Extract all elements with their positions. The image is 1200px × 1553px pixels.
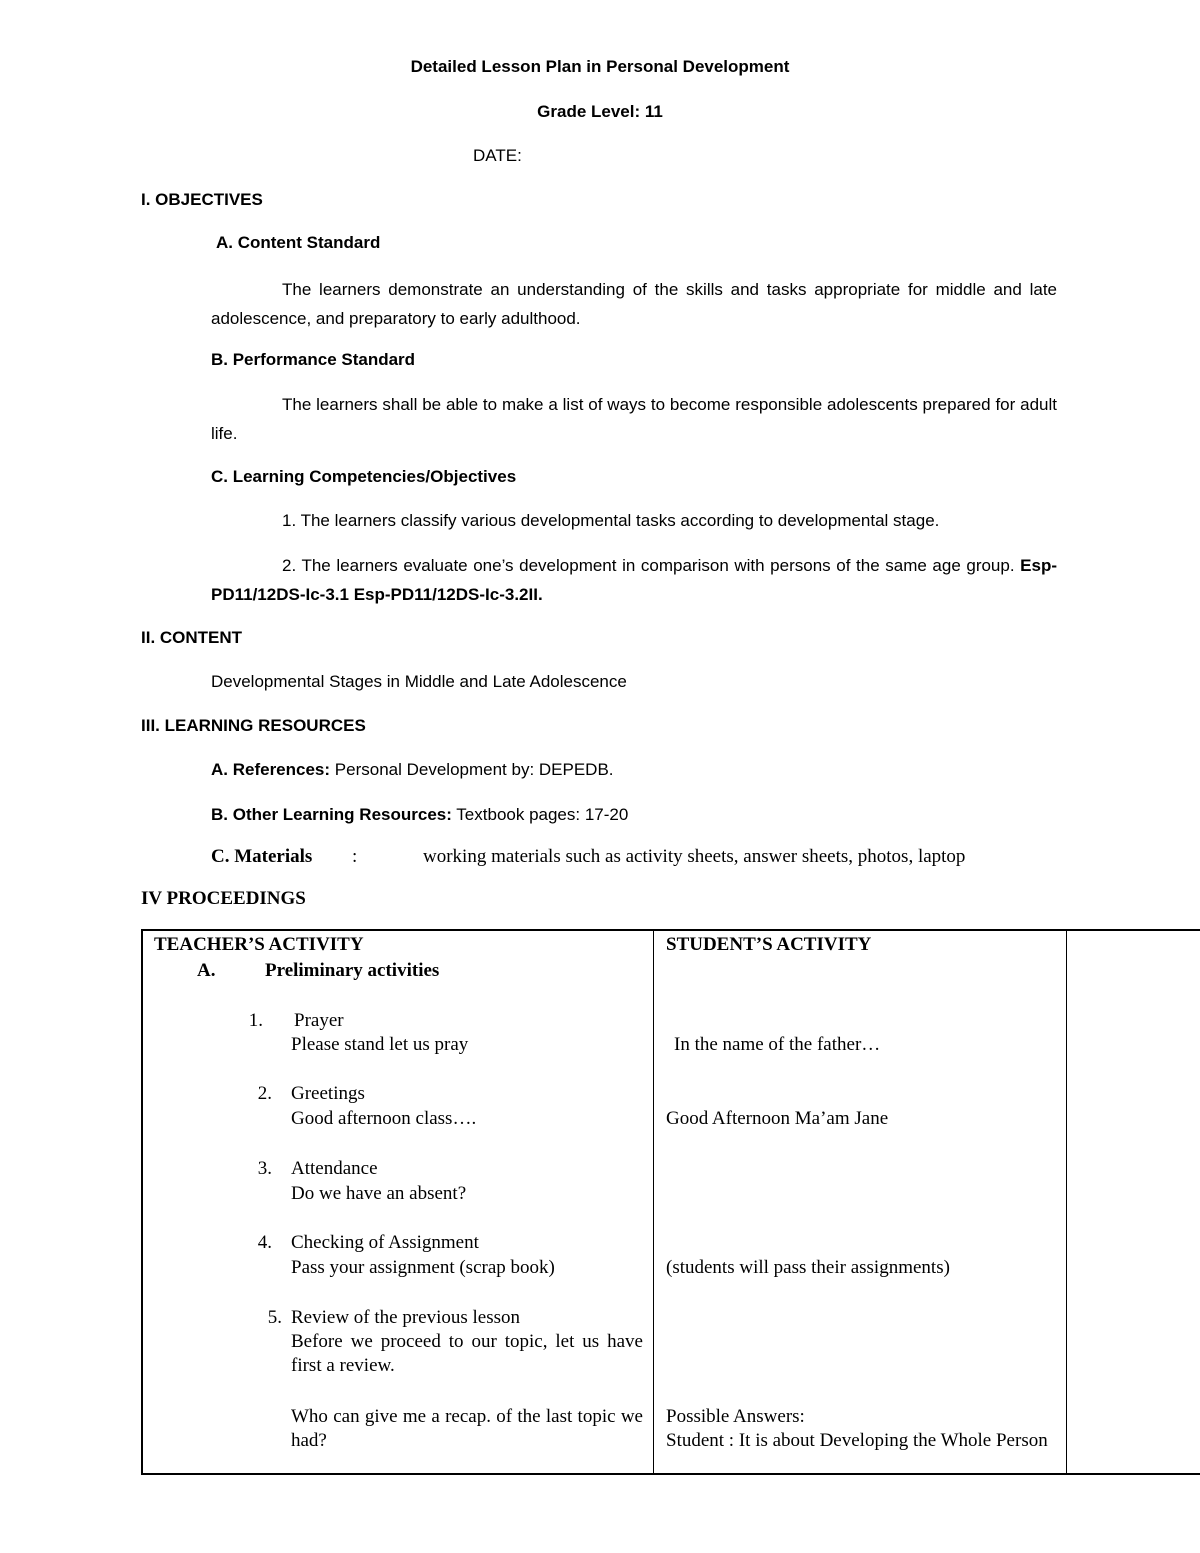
content-text: Developmental Stages in Middle and Late Adolescence [211, 672, 627, 691]
references-line [211, 760, 614, 780]
column-divider [1066, 931, 1067, 1473]
item-number: 1. [248, 1010, 263, 1031]
performance-standard-heading: B. Performance Standard [211, 350, 416, 369]
document-title: Detailed Lesson Plan in Personal Development [410, 57, 790, 76]
competency-codes: Esp-PD11/12DS-Ic-3.1 Esp-PD11/12DS-Ic-3.2II. [211, 556, 1057, 604]
references-label: A. References: [211, 760, 331, 779]
item-title: Attendance [291, 1158, 378, 1179]
item-number: 4. [257, 1232, 272, 1253]
teacher-line: Please stand let us pray [291, 1034, 469, 1055]
item-number: 2. [257, 1083, 272, 1104]
date-label: DATE: [473, 146, 522, 165]
content-heading: II. CONTENT [141, 628, 243, 647]
materials-value: working materials such as activity sheets, answer sheets, photos, laptop [423, 846, 966, 867]
student-line: In the name of the father… [674, 1034, 881, 1055]
item-title: Prayer [294, 1010, 344, 1031]
student-line: (students will pass their assignments) [666, 1257, 950, 1278]
teacher-line: Pass your assignment (scrap book) [291, 1257, 555, 1278]
objectives-heading: I. OBJECTIVES [141, 190, 263, 209]
recap-question: Who can give me a recap. of the last topic we had? [291, 1406, 643, 1451]
proceedings-table [141, 929, 1200, 1475]
teacher-line: Before we proceed to our topic, let us have first a review. [291, 1331, 643, 1376]
teacher-line: Good afternoon class…. [291, 1108, 477, 1129]
competency-item-2-text: 2. The learners evaluate one’s development in comparison with persons of the same age group. [282, 556, 1021, 575]
teacher-activity-header: TEACHER’S ACTIVITY [154, 934, 364, 955]
competency-item-2 [211, 551, 1057, 609]
item-title: Review of the previous lesson [291, 1307, 521, 1328]
references-value: Personal Development by: DEPEDB. [330, 760, 614, 779]
item-title: Checking of Assignment [291, 1232, 479, 1253]
student-activity-header: STUDENT’S ACTIVITY [666, 934, 872, 955]
other-resources-line [211, 805, 628, 825]
item-title: Greetings [291, 1083, 365, 1104]
materials-label: C. Materials [211, 846, 313, 867]
section-title: Preliminary activities [265, 960, 440, 981]
learning-resources-heading: III. LEARNING RESOURCES [141, 716, 366, 735]
student-answer: Student : It is about Developing the Whole Person [666, 1430, 1048, 1451]
performance-standard-text: The learners shall be able to make a list of ways to become responsible adolescents prepared for adult life. [211, 395, 1057, 443]
content-standard-heading: A. Content Standard [216, 233, 381, 252]
item-number: 3. [257, 1158, 272, 1179]
possible-answers-label: Possible Answers: [666, 1406, 805, 1427]
student-line: Good Afternoon Ma’am Jane [666, 1108, 889, 1129]
competencies-heading: C. Learning Competencies/Objectives [211, 467, 517, 486]
content-standard-text: The learners demonstrate an understanding of the skills and tasks appropriate for middle and late adolescence, and preparatory to early adulthood. [211, 280, 1057, 328]
materials-colon: : [352, 846, 358, 867]
teacher-line: Do we have an absent? [291, 1183, 467, 1204]
other-resources-value: Textbook pages: 17-20 [451, 805, 629, 824]
grade-level: Grade Level: 11 [537, 102, 663, 121]
column-divider [653, 931, 654, 1473]
competency-item-1: 1. The learners classify various developmental tasks according to developmental stage. [282, 511, 940, 530]
section-letter: A. [197, 960, 216, 981]
other-resources-label: B. Other Learning Resources: [211, 805, 452, 824]
item-number: 5. [267, 1307, 282, 1328]
proceedings-heading: IV PROCEEDINGS [141, 888, 306, 909]
